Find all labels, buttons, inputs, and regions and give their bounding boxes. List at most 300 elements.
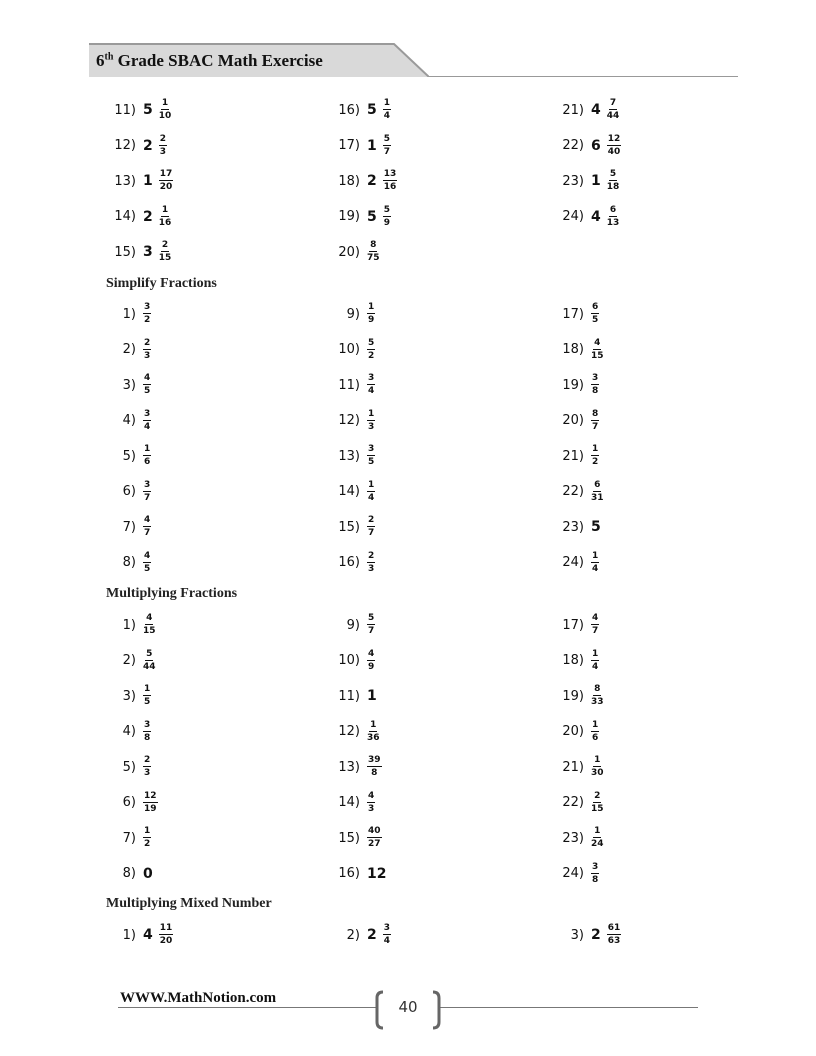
fraction-denominator: 2 xyxy=(144,839,151,849)
answer-item xyxy=(106,164,173,198)
fraction xyxy=(591,339,604,361)
fraction-denominator: 44 xyxy=(143,661,156,672)
fraction xyxy=(591,614,599,636)
answer-value xyxy=(143,481,151,503)
answer-value xyxy=(591,339,604,361)
page-title: 6th Grade SBAC Math Exercise xyxy=(96,51,323,70)
item-number: 1) xyxy=(122,617,136,633)
fraction xyxy=(367,614,375,636)
answer-value xyxy=(367,516,375,538)
fraction-denominator: 15 xyxy=(158,253,172,263)
fraction-numerator: 6 xyxy=(609,204,617,215)
item-number: 24) xyxy=(562,866,584,881)
item-number: 17) xyxy=(562,617,584,633)
fraction xyxy=(159,135,167,157)
fraction-numerator: 40 xyxy=(368,826,381,836)
fraction xyxy=(159,170,174,192)
answer-item xyxy=(554,93,619,127)
fraction xyxy=(607,206,620,228)
answer-value xyxy=(367,339,375,361)
item-number: 1) xyxy=(122,306,136,322)
section-title: Multiplying Mixed Number xyxy=(106,896,272,911)
answer-item xyxy=(330,297,375,331)
fraction-numerator: 2 xyxy=(368,550,375,561)
fraction xyxy=(159,241,172,263)
whole-number: 1 xyxy=(143,173,153,189)
fraction xyxy=(367,827,382,849)
answer-item xyxy=(330,857,386,891)
item-number: 23) xyxy=(562,519,584,535)
answer-value xyxy=(591,303,599,325)
fraction-numerator: 5 xyxy=(368,613,375,623)
answer-value xyxy=(143,374,151,396)
fraction-denominator: 4 xyxy=(368,386,375,396)
fraction-numerator: 2 xyxy=(161,240,169,250)
fraction-denominator: 19 xyxy=(144,803,157,814)
answer-item xyxy=(554,918,621,952)
fraction-numerator: 61 xyxy=(607,923,621,933)
fraction xyxy=(383,170,398,192)
fraction xyxy=(591,445,599,467)
fraction xyxy=(367,410,375,432)
answer-item xyxy=(330,439,375,473)
answer-item xyxy=(330,546,375,580)
item-number: 22) xyxy=(562,138,584,153)
answer-value xyxy=(367,827,382,849)
fraction-numerator: 1 xyxy=(368,479,375,490)
answer-item xyxy=(330,475,375,509)
fraction xyxy=(143,650,156,672)
fraction-denominator: 3 xyxy=(368,421,375,432)
answer-value xyxy=(591,756,604,778)
item-number: 2) xyxy=(122,653,136,668)
fraction-numerator: 3 xyxy=(592,373,599,383)
fraction-denominator: 15 xyxy=(591,803,604,814)
fraction-denominator: 3 xyxy=(144,768,151,778)
fraction-numerator: 5 xyxy=(383,133,391,144)
fraction-denominator: 8 xyxy=(144,732,151,743)
fraction xyxy=(367,721,380,743)
fraction-denominator: 5 xyxy=(592,315,599,325)
fraction-numerator: 3 xyxy=(368,373,375,383)
fraction xyxy=(143,685,151,707)
fraction xyxy=(367,374,375,396)
answer-item xyxy=(106,439,151,473)
answer-item xyxy=(554,679,604,713)
answer-value xyxy=(591,792,604,814)
answer-item xyxy=(330,750,382,784)
fraction-denominator: 15 xyxy=(591,350,604,361)
answer-value xyxy=(143,445,151,467)
item-number: 4) xyxy=(122,724,136,739)
fraction xyxy=(367,792,375,814)
fraction-numerator: 1 xyxy=(594,755,601,765)
fraction-denominator: 36 xyxy=(367,732,380,743)
answer-item xyxy=(106,200,171,234)
fraction-denominator: 8 xyxy=(592,874,599,885)
item-number: 14) xyxy=(338,484,360,499)
answer-value xyxy=(591,827,604,849)
whole-number: 5 xyxy=(367,102,377,118)
answer-value xyxy=(591,410,599,432)
fraction-denominator: 9 xyxy=(368,661,375,672)
item-number: 23) xyxy=(562,830,584,846)
fraction-numerator: 1 xyxy=(161,98,169,108)
fraction-numerator: 8 xyxy=(594,684,601,694)
fraction xyxy=(383,99,391,121)
answer-item xyxy=(330,404,375,438)
answer-value xyxy=(591,374,599,396)
item-number: 7) xyxy=(122,830,136,846)
fraction-numerator: 3 xyxy=(368,444,375,454)
fraction-denominator: 18 xyxy=(606,182,620,192)
fraction-numerator: 17 xyxy=(159,169,173,179)
fraction xyxy=(143,374,151,396)
fraction-numerator: 3 xyxy=(592,861,599,872)
item-number: 14) xyxy=(114,209,136,224)
fraction-numerator: 5 xyxy=(609,169,617,179)
fraction xyxy=(143,516,151,538)
fraction-denominator: 33 xyxy=(591,697,604,707)
item-number: 15) xyxy=(338,830,360,846)
fraction-denominator: 2 xyxy=(144,315,151,325)
fraction xyxy=(367,481,375,503)
answer-item xyxy=(554,200,619,234)
answer-item xyxy=(106,297,151,331)
fraction-denominator: 5 xyxy=(368,457,375,467)
fraction-numerator: 8 xyxy=(370,240,377,250)
fraction-numerator: 3 xyxy=(144,719,151,730)
answer-value xyxy=(367,614,375,636)
fraction-numerator: 1 xyxy=(161,204,169,215)
answer-item xyxy=(330,368,375,402)
fraction-numerator: 1 xyxy=(592,444,599,454)
fraction-denominator: 20 xyxy=(159,182,173,192)
fraction xyxy=(159,206,172,228)
item-number: 22) xyxy=(562,795,584,810)
fraction xyxy=(143,481,151,503)
fraction-denominator: 7 xyxy=(368,528,375,538)
item-number: 7) xyxy=(122,519,136,535)
whole-number: 4 xyxy=(591,208,601,225)
answer-value xyxy=(143,792,158,814)
fraction-numerator: 2 xyxy=(159,133,167,144)
answer-item xyxy=(554,297,599,331)
answer-item xyxy=(106,715,151,749)
answer-value xyxy=(143,135,167,157)
answer-item xyxy=(330,786,375,820)
fraction-denominator: 5 xyxy=(144,386,151,396)
answer-item xyxy=(330,200,391,234)
fraction-numerator: 2 xyxy=(144,337,151,348)
answer-item xyxy=(106,644,156,678)
answer-item xyxy=(554,129,621,163)
whole-number: 5 xyxy=(367,208,377,225)
item-number: 1) xyxy=(122,927,136,943)
fraction-numerator: 4 xyxy=(368,790,375,801)
item-number: 21) xyxy=(562,102,584,118)
fraction xyxy=(591,552,599,574)
page-number: 40 xyxy=(398,998,418,1016)
answer-value xyxy=(143,170,173,192)
footer-website: WWW.MathNotion.com xyxy=(120,990,277,1006)
answer-item xyxy=(330,333,375,367)
whole-number: 2 xyxy=(367,173,377,189)
fraction xyxy=(143,614,156,636)
answer-value xyxy=(591,445,599,467)
answer-item xyxy=(330,235,380,269)
fraction-numerator: 1 xyxy=(370,719,377,730)
answer-item xyxy=(106,786,158,820)
item-number: 16) xyxy=(338,555,360,570)
answer-value xyxy=(591,552,599,574)
fraction-denominator: 4 xyxy=(592,661,599,672)
whole-number: 1 xyxy=(367,137,377,154)
fraction-numerator: 2 xyxy=(594,790,601,801)
answer-item xyxy=(330,715,380,749)
fraction xyxy=(607,99,620,121)
whole-number: 12 xyxy=(367,865,387,882)
answer-item xyxy=(330,644,375,678)
item-number: 3) xyxy=(122,377,136,393)
whole-number: 1 xyxy=(591,173,601,189)
answer-value xyxy=(143,685,151,707)
answer-item xyxy=(106,918,173,952)
answer-item xyxy=(330,164,397,198)
fraction xyxy=(143,445,151,467)
answer-item xyxy=(106,510,151,544)
fraction-denominator: 7 xyxy=(592,626,599,636)
answer-value xyxy=(143,241,171,263)
fraction xyxy=(591,863,599,885)
item-number: 15) xyxy=(338,519,360,535)
fraction xyxy=(591,303,599,325)
fraction-denominator: 3 xyxy=(159,146,167,157)
fraction xyxy=(607,135,622,157)
fraction xyxy=(143,339,151,361)
fraction xyxy=(591,827,604,849)
fraction xyxy=(159,99,172,121)
answer-value xyxy=(591,519,601,535)
fraction-denominator: 4 xyxy=(592,563,599,574)
fraction-numerator: 12 xyxy=(607,133,621,144)
fraction xyxy=(367,552,375,574)
fraction xyxy=(367,303,375,325)
item-number: 6) xyxy=(122,484,136,499)
answer-value xyxy=(367,688,377,704)
answer-value xyxy=(143,756,151,778)
answer-value xyxy=(143,827,151,849)
answer-value xyxy=(367,303,375,325)
fraction xyxy=(367,445,375,467)
answer-value xyxy=(367,792,375,814)
fraction-numerator: 1 xyxy=(592,719,599,730)
answer-item xyxy=(106,475,151,509)
fraction-numerator: 7 xyxy=(609,98,617,108)
answer-item xyxy=(554,644,599,678)
item-number: 12) xyxy=(338,413,360,428)
fraction-numerator: 13 xyxy=(383,169,397,179)
answer-item xyxy=(330,93,391,127)
item-number: 18) xyxy=(562,342,584,357)
item-number: 9) xyxy=(346,306,360,322)
answer-value xyxy=(591,481,604,503)
fraction-denominator: 7 xyxy=(368,626,375,636)
answer-value xyxy=(143,924,173,946)
fraction xyxy=(591,792,604,814)
answer-value xyxy=(591,135,621,157)
fraction-numerator: 6 xyxy=(594,479,601,490)
fraction-numerator: 4 xyxy=(144,373,151,383)
fraction-denominator: 3 xyxy=(144,350,151,361)
fraction-numerator: 1 xyxy=(144,444,151,454)
item-number: 20) xyxy=(562,413,584,428)
fraction-denominator: 2 xyxy=(592,457,599,467)
fraction-denominator: 5 xyxy=(144,563,151,574)
answer-item xyxy=(330,679,377,713)
answer-value xyxy=(367,721,380,743)
answer-value xyxy=(591,685,604,707)
fraction-denominator: 44 xyxy=(606,111,620,121)
whole-number: 2 xyxy=(143,208,153,225)
fraction-denominator: 9 xyxy=(383,217,391,228)
fraction-numerator: 4 xyxy=(146,613,153,623)
answer-value xyxy=(367,445,375,467)
fraction-numerator: 5 xyxy=(368,337,375,348)
item-number: 3) xyxy=(570,927,584,943)
fraction-numerator: 39 xyxy=(368,755,381,765)
answer-value xyxy=(591,99,619,121)
fraction xyxy=(143,756,151,778)
fraction-denominator: 30 xyxy=(591,768,604,778)
whole-number: 5 xyxy=(143,102,153,118)
fraction-denominator: 9 xyxy=(368,315,375,325)
fraction-denominator: 5 xyxy=(144,697,151,707)
answer-item xyxy=(106,93,171,127)
fraction-denominator: 15 xyxy=(143,626,156,636)
item-number: 10) xyxy=(338,342,360,357)
fraction-numerator: 2 xyxy=(144,755,151,765)
answer-value xyxy=(591,650,599,672)
answer-item xyxy=(554,404,599,438)
fraction-numerator: 1 xyxy=(368,302,375,312)
fraction-denominator: 16 xyxy=(158,217,172,228)
fraction-numerator: 2 xyxy=(368,515,375,525)
answer-value xyxy=(367,99,391,121)
fraction xyxy=(367,650,375,672)
item-number: 3) xyxy=(122,688,136,704)
answer-item xyxy=(106,608,156,642)
fraction xyxy=(367,241,380,263)
fraction-numerator: 1 xyxy=(592,550,599,561)
item-number: 5) xyxy=(122,448,136,464)
footer-rule-right xyxy=(440,1007,698,1008)
footer-rule-left xyxy=(118,1007,376,1008)
whole-number: 1 xyxy=(367,688,377,704)
fraction xyxy=(367,339,375,361)
fraction-numerator: 4 xyxy=(144,550,151,561)
fraction-denominator: 4 xyxy=(383,936,391,946)
answer-item xyxy=(554,164,619,198)
answer-value xyxy=(143,206,171,228)
whole-number: 3 xyxy=(143,244,153,260)
item-number: 8) xyxy=(122,866,136,881)
answer-item xyxy=(554,368,599,402)
fraction-numerator: 4 xyxy=(594,337,601,348)
answer-item xyxy=(554,475,604,509)
fraction-numerator: 8 xyxy=(592,408,599,419)
fraction-numerator: 6 xyxy=(592,302,599,312)
answer-value xyxy=(367,170,397,192)
fraction xyxy=(143,552,151,574)
fraction-numerator: 1 xyxy=(144,826,151,836)
fraction-numerator: 3 xyxy=(144,479,151,490)
answer-value xyxy=(143,721,151,743)
fraction xyxy=(607,924,622,946)
fraction-denominator: 7 xyxy=(144,492,151,503)
answer-value xyxy=(367,552,375,574)
item-number: 4) xyxy=(122,413,136,428)
answer-item xyxy=(106,404,151,438)
item-number: 17) xyxy=(338,138,360,153)
item-number: 20) xyxy=(562,724,584,739)
fraction xyxy=(383,135,391,157)
answer-item xyxy=(554,333,604,367)
fraction-numerator: 4 xyxy=(144,515,151,525)
fraction xyxy=(143,721,151,743)
item-number: 16) xyxy=(338,866,360,881)
answer-item xyxy=(106,235,171,269)
item-number: 14) xyxy=(338,795,360,810)
section-title: Multiplying Fractions xyxy=(106,586,238,601)
answer-value xyxy=(367,374,375,396)
item-number: 16) xyxy=(338,102,360,118)
item-number: 11) xyxy=(338,688,360,704)
answer-value xyxy=(591,721,599,743)
fraction-numerator: 3 xyxy=(144,408,151,419)
answer-value xyxy=(367,866,386,882)
answer-value xyxy=(367,135,391,157)
fraction-denominator: 4 xyxy=(383,111,391,121)
fraction-numerator: 1 xyxy=(594,826,601,836)
answer-item xyxy=(106,857,153,891)
whole-number: 5 xyxy=(591,519,601,535)
fraction-denominator: 7 xyxy=(144,528,151,538)
header-rule xyxy=(429,76,738,77)
fraction-denominator: 31 xyxy=(591,492,604,503)
answer-item xyxy=(106,750,151,784)
fraction-numerator: 1 xyxy=(383,98,391,108)
fraction xyxy=(591,756,604,778)
answer-item xyxy=(330,821,382,855)
fraction xyxy=(591,374,599,396)
answer-item xyxy=(106,679,151,713)
item-number: 21) xyxy=(562,759,584,775)
item-number: 6) xyxy=(122,795,136,810)
answer-value xyxy=(591,206,619,228)
item-number: 5) xyxy=(122,759,136,775)
item-number: 17) xyxy=(562,306,584,322)
fraction-denominator: 63 xyxy=(607,936,621,946)
answer-item xyxy=(554,750,604,784)
answer-value xyxy=(143,650,156,672)
item-number: 13) xyxy=(338,759,360,775)
item-number: 24) xyxy=(562,555,584,570)
fraction-numerator: 4 xyxy=(368,648,375,659)
fraction-denominator: 7 xyxy=(592,421,599,432)
answer-value xyxy=(367,481,375,503)
fraction xyxy=(143,827,151,849)
